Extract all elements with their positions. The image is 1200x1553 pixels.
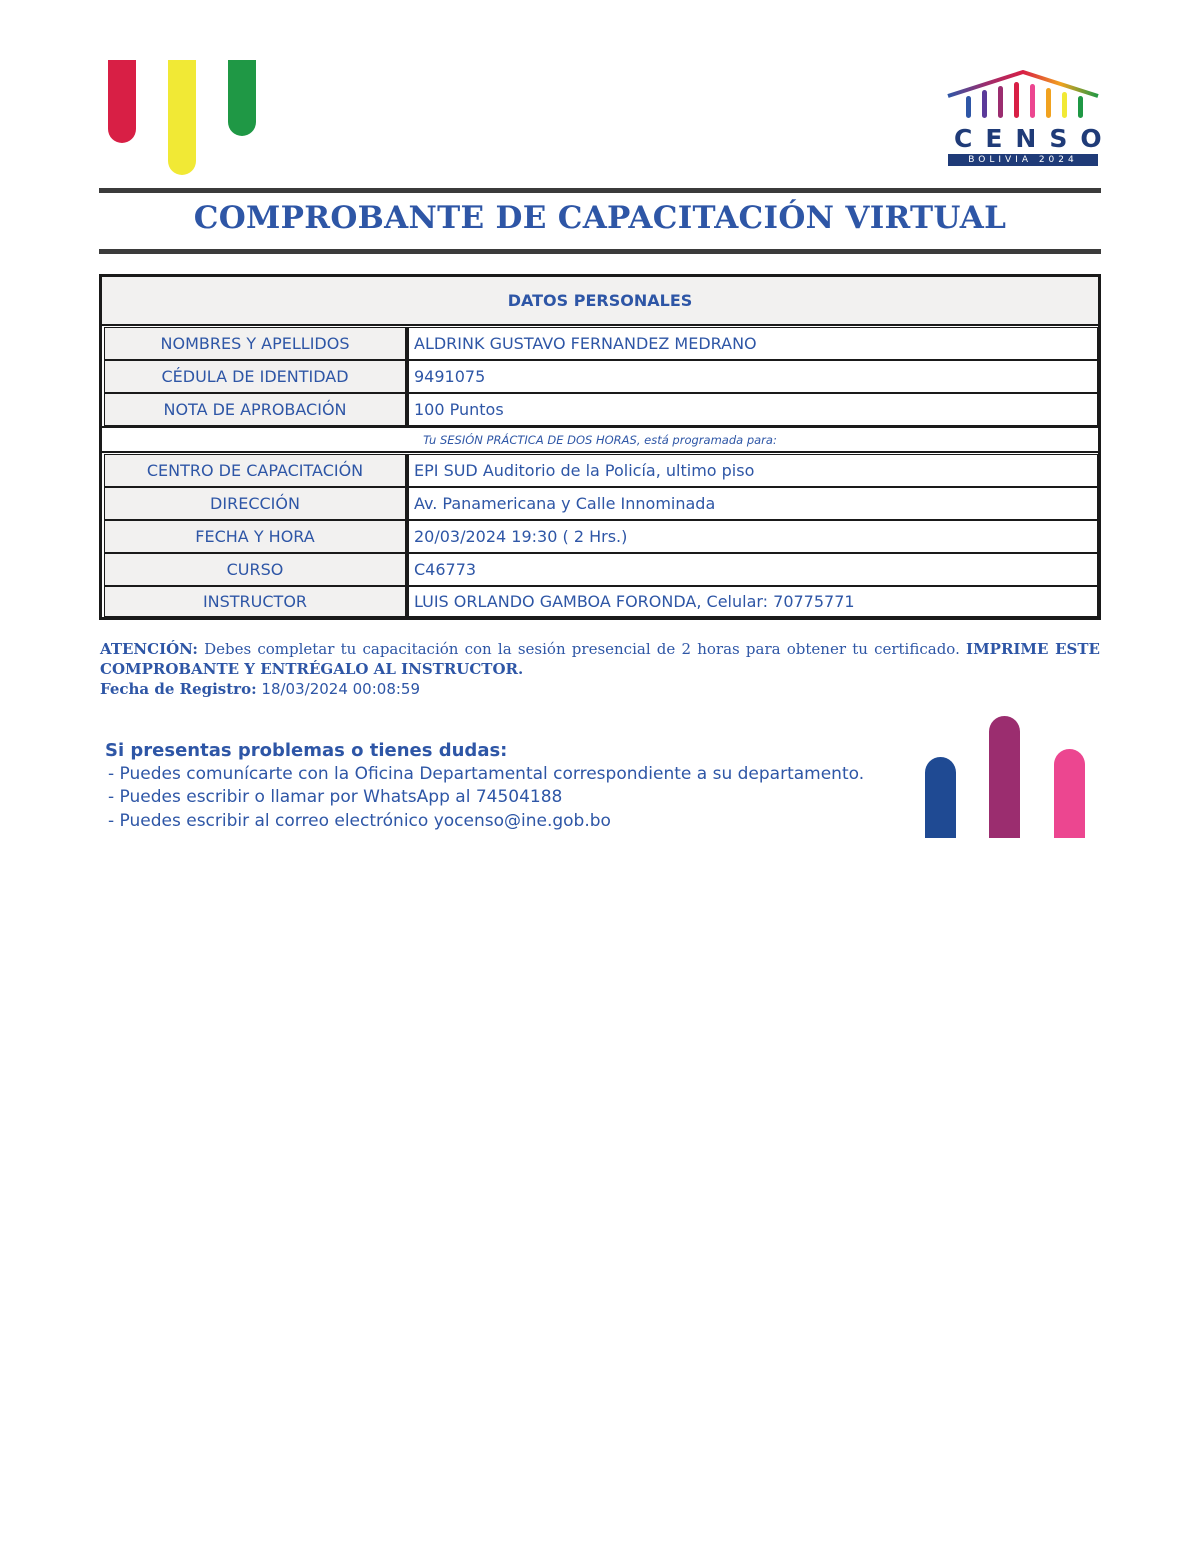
- table-row: [102, 553, 1098, 586]
- registration-date: [100, 680, 420, 698]
- flag-red-bar: [108, 60, 136, 143]
- attention-emphasis: IMPRIME ESTE COMPROBANTE Y ENTRÉGALO AL INSTRUCTOR.: [100, 640, 1100, 678]
- row-label: FECHA Y HORA: [104, 520, 406, 553]
- help-line: - Puedes escribir o llamar por WhatsApp al 74504188: [108, 787, 563, 807]
- row-label: NOTA DE APROBACIÓN: [104, 393, 406, 426]
- help-line: - Puedes escribir al correo electrónico yocenso@ine.gob.bo: [108, 811, 611, 831]
- row-value: 20/03/2024 19:30 ( 2 Hrs.): [406, 520, 1098, 553]
- row-label: CÉDULA DE IDENTIDAD: [104, 360, 406, 393]
- censo-logo: [944, 68, 1115, 168]
- help-title: Si presentas problemas o tienes dudas:: [105, 740, 508, 761]
- row-value: Av. Panamericana y Calle Innominada: [406, 487, 1098, 520]
- decorative-pink-bar: [1054, 749, 1085, 838]
- help-line: - Puedes comunícarte con la Oficina Departamental correspondiente a su departamento.: [108, 764, 865, 784]
- table-row: [102, 520, 1098, 553]
- attention-label: ATENCIÓN:: [100, 640, 198, 658]
- row-label: DIRECCIÓN: [104, 487, 406, 520]
- row-label: NOMBRES Y APELLIDOS: [104, 327, 406, 360]
- title-bottom-rule: [99, 249, 1101, 254]
- table-row: [102, 327, 1098, 360]
- title-top-rule: [99, 188, 1101, 193]
- censo-logo-word: CENSO: [954, 124, 1115, 153]
- registration-date-value: 18/03/2024 00:08:59: [261, 680, 420, 698]
- row-label: CURSO: [104, 553, 406, 586]
- registration-date-label: Fecha de Registro:: [100, 680, 257, 698]
- attention-text: Debes completar tu capacitación con la sesión presencial de 2 horas para obtener tu certificado.: [204, 640, 960, 658]
- page-title: COMPROBANTE DE CAPACITACIÓN VIRTUAL: [193, 200, 1007, 236]
- table-row: [102, 393, 1098, 426]
- session-note: Tu SESIÓN PRÁCTICA DE DOS HORAS, está programada para:: [102, 426, 1098, 453]
- personal-data-table: [99, 274, 1101, 620]
- row-value: C46773: [406, 553, 1098, 586]
- censo-house-icon: [944, 68, 1115, 168]
- table-row: [102, 454, 1098, 487]
- attention-notice: [100, 639, 1100, 679]
- row-value: 9491075: [406, 360, 1098, 393]
- decorative-purple-bar: [989, 716, 1020, 838]
- table-row: [102, 487, 1098, 520]
- decorative-blue-bar: [925, 757, 956, 838]
- flag-green-bar: [228, 60, 256, 136]
- row-value: 100 Puntos: [406, 393, 1098, 426]
- row-value: LUIS ORLANDO GAMBOA FORONDA, Celular: 70775771: [406, 586, 1098, 617]
- table-row: [102, 586, 1098, 617]
- censo-logo-sub: BOLIVIA 2024: [968, 155, 1078, 165]
- row-label: INSTRUCTOR: [104, 586, 406, 617]
- row-label: CENTRO DE CAPACITACIÓN: [104, 454, 406, 487]
- table-section-title: DATOS PERSONALES: [102, 277, 1098, 326]
- row-value: EPI SUD Auditorio de la Policía, ultimo piso: [406, 454, 1098, 487]
- flag-yellow-bar: [168, 60, 196, 175]
- table-row: [102, 360, 1098, 393]
- row-value: ALDRINK GUSTAVO FERNANDEZ MEDRANO: [406, 327, 1098, 360]
